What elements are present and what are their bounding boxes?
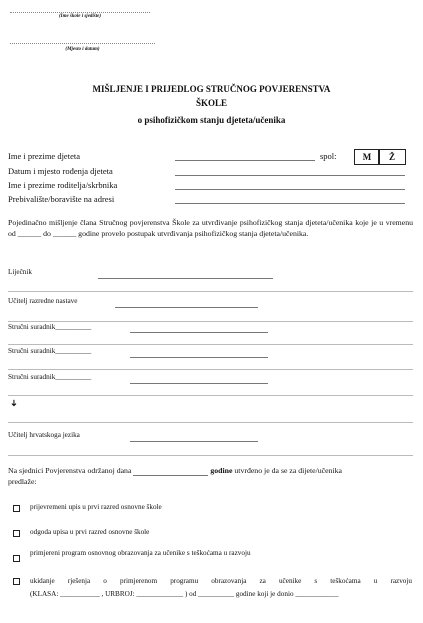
- separator: [8, 422, 413, 423]
- option-revoke-decision: ukidanje rješenja o primjerenom programu obrazovanja za učenike s teškoćama u razvoju: [30, 577, 412, 585]
- option-early-enrollment: prijevremeni upis u prvi razred osnovne škole: [30, 503, 162, 511]
- meeting-sentence: [8, 465, 413, 487]
- option-postpone-enrollment: odgoda upisa u prvi razred osnovne škole: [30, 528, 150, 536]
- separator: [8, 455, 413, 456]
- birth-label: Datum i mjesto rođenja djeteta: [8, 166, 113, 176]
- meeting-part4: predlaže:: [8, 477, 37, 486]
- option-revoke-details: (KLASA: ___________ , URBROJ: _____________ ) od __________ godine koji je donio ____________: [30, 590, 339, 598]
- option-adapted-program: primjereni program osnovnog obrazovanja za učenike s teškoćama u razvoju: [30, 549, 251, 557]
- associate1-field[interactable]: [130, 332, 268, 333]
- meeting-part1: Na sjednici Povjerenstva održanoj dana: [8, 466, 132, 475]
- separator: [8, 369, 413, 370]
- school-name-line[interactable]: [10, 12, 150, 13]
- croatian-teacher-field[interactable]: [130, 441, 258, 442]
- document-subtitle: o psihofizičkom stanju djeteta/učenika: [137, 115, 286, 125]
- associate3-label: Stručni suradnik__________: [8, 373, 92, 381]
- meeting-part2: godine: [210, 466, 233, 475]
- birth-field[interactable]: [175, 175, 405, 176]
- option-checkbox[interactable]: [13, 505, 20, 512]
- child-name-label: Ime i prezime djeteta: [8, 151, 80, 161]
- separator: [8, 395, 413, 396]
- croatian-teacher-label: Učitelj hrvatskoga jezika: [8, 431, 80, 439]
- separator: [8, 291, 413, 292]
- gender-female-box[interactable]: Ž: [378, 149, 406, 165]
- associate1-label: Stručni suradnik__________: [8, 323, 92, 331]
- place-date-line[interactable]: [10, 43, 155, 44]
- associate2-field[interactable]: [130, 357, 268, 358]
- document-title-line2: ŠKOLE: [195, 98, 227, 108]
- option-checkbox[interactable]: [13, 578, 20, 585]
- option-checkbox[interactable]: [13, 555, 20, 562]
- intro-paragraph: Pojedinačno mišljenje člana Stručnog povjerenstva Škole za utvrđivanje psihofizičkog stanja djeteta/učenika koje je u vremenu od ______ do ______ godine provelo postupak utvrđivanja psihofizičkog stanja djeteta/učenika.: [8, 218, 413, 238]
- doctor-field[interactable]: [98, 278, 273, 279]
- associate3-field[interactable]: [130, 383, 268, 384]
- place-date-caption: (Mjesto i datum): [65, 47, 100, 52]
- parent-field[interactable]: [175, 189, 405, 190]
- separator: [8, 321, 413, 322]
- associate2-label: Stručni suradnik__________: [8, 347, 92, 355]
- child-name-field[interactable]: [175, 160, 315, 161]
- teacher-label: Učitelj razredne nastave: [8, 297, 78, 305]
- doctor-label: Liječnik: [8, 268, 32, 276]
- teacher-field[interactable]: [115, 307, 258, 308]
- parent-label: Ime i prezime roditelja/skrbnika: [8, 180, 118, 190]
- arrow-down-icon: ➜: [7, 399, 18, 407]
- option-checkbox[interactable]: [13, 530, 20, 537]
- gender-label: spol:: [320, 151, 337, 161]
- address-field[interactable]: [175, 203, 405, 204]
- meeting-part3: utvrđeno je da se za dijete/učenika: [234, 466, 342, 475]
- gender-male-box[interactable]: M: [354, 149, 380, 165]
- separator: [8, 344, 413, 345]
- meeting-date-field[interactable]: [133, 467, 208, 476]
- document-title-line1: MIŠLJENJE I PRIJEDLOG STRUČNOG POVJERENSTVA: [92, 84, 331, 94]
- school-caption: (Ime škole i sjedište): [58, 14, 102, 19]
- address-label: Prebivalište/boravište na adresi: [8, 194, 115, 204]
